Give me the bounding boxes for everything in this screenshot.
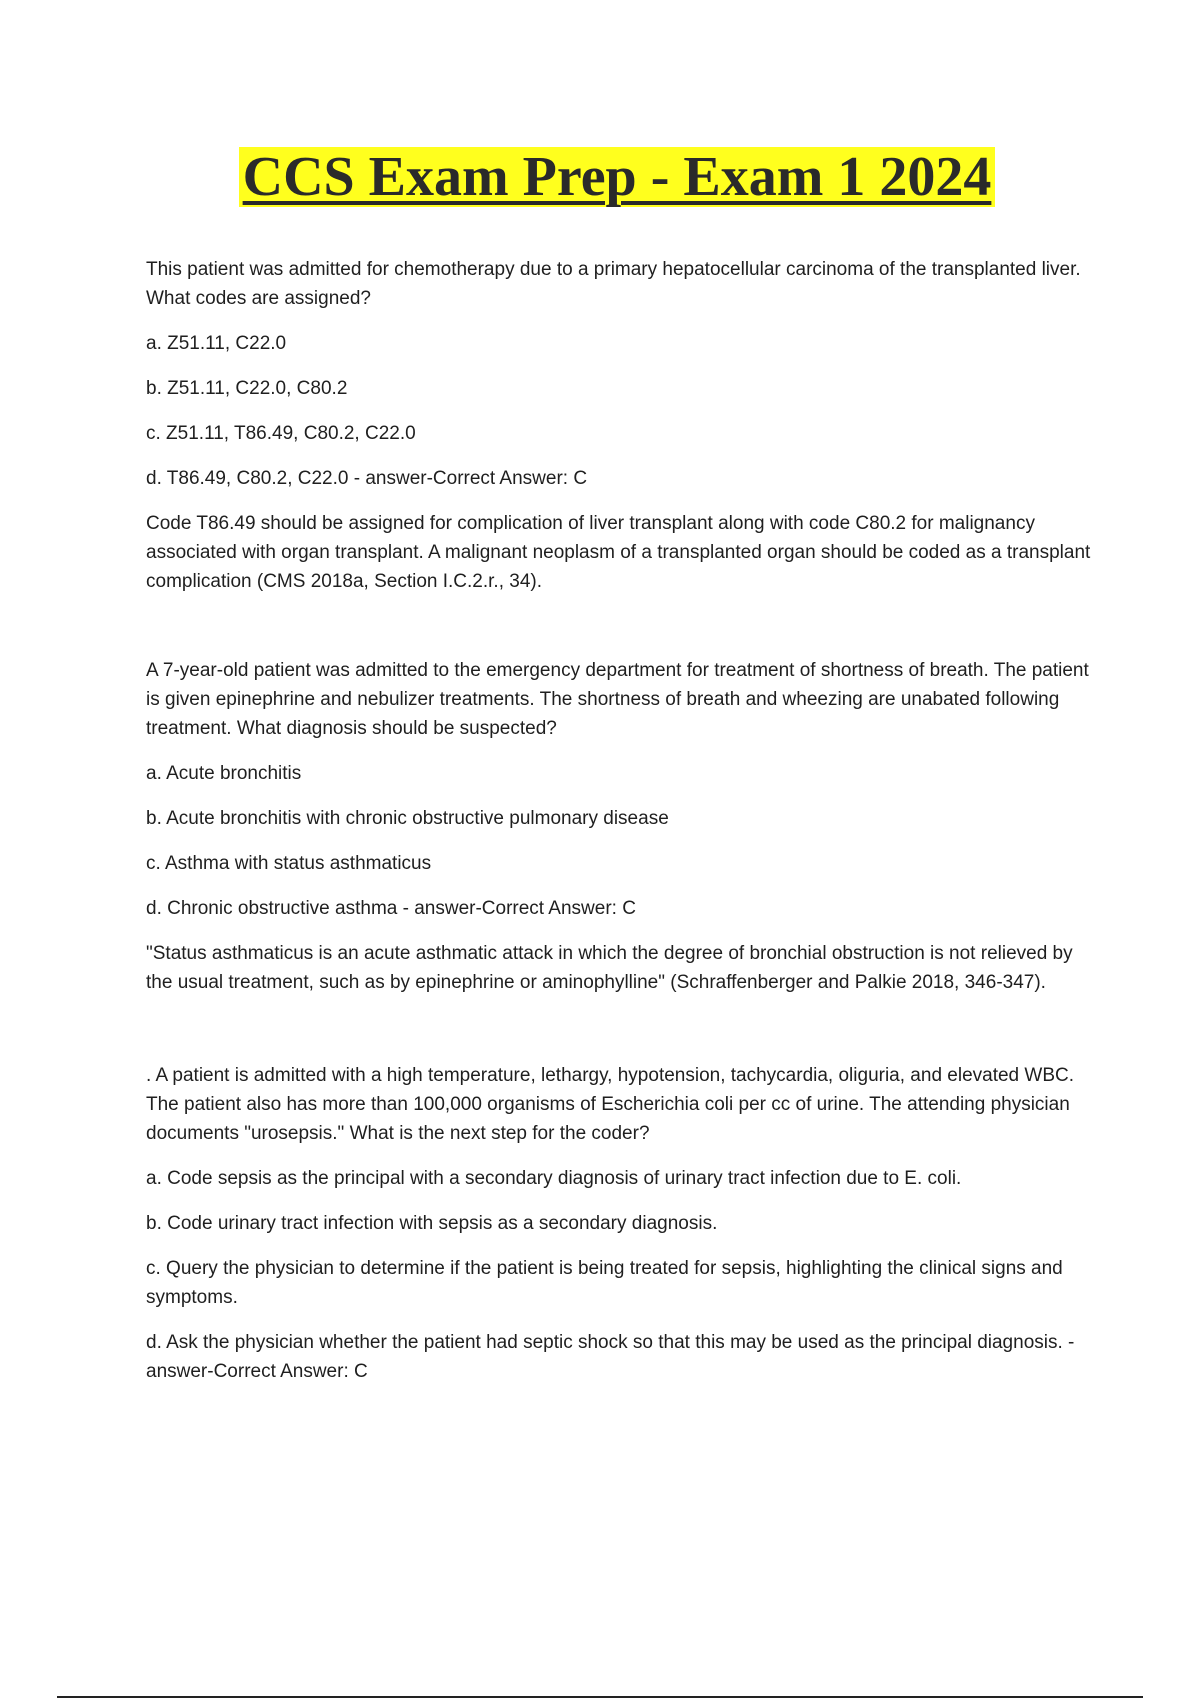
question-stem: This patient was admitted for chemotherapy due to a primary hepatocellular carcinoma of the transplanted liver. What codes are assigned? bbox=[146, 259, 1081, 309]
answer-option: a. Z51.11, C22.0 bbox=[146, 333, 287, 354]
document-title: CCS Exam Prep - Exam 1 2024 bbox=[239, 147, 996, 207]
answer-option: b. Z51.11, C22.0, C80.2 bbox=[146, 378, 348, 399]
answer-option-with-correct-answer: d. Chronic obstructive asthma - answer-Correct Answer: C bbox=[146, 898, 636, 919]
question-stem: A 7-year-old patient was admitted to the emergency department for treatment of shortness of breath. The patient is given epinephrine and nebulizer treatments. The shortness of breath and wheezing are unabated following treatment. What diagnosis should be suspected? bbox=[146, 660, 1089, 739]
answer-option: c. Asthma with status asthmaticus bbox=[146, 853, 432, 874]
question-stem: . A patient is admitted with a high temperature, lethargy, hypotension, tachycardia, oliguria, and elevated WBC. The patient also has more than 100,000 organisms of Escherichia coli per cc of urine. The attending physician documents "urosepsis." What is the next step for the coder? bbox=[146, 1065, 1075, 1144]
answer-option: a. Acute bronchitis bbox=[146, 763, 302, 784]
answer-option: b. Code urinary tract infection with sepsis as a secondary diagnosis. bbox=[146, 1213, 718, 1234]
question-block-1 bbox=[146, 255, 1091, 596]
section-spacer bbox=[146, 612, 1091, 656]
title-container bbox=[0, 147, 1200, 207]
answer-option: b. Acute bronchitis with chronic obstructive pulmonary disease bbox=[146, 808, 669, 829]
section-spacer bbox=[146, 1013, 1091, 1061]
question-block-2 bbox=[146, 656, 1091, 997]
answer-explanation: Code T86.49 should be assigned for complication of liver transplant along with code C80.2 for malignancy associated with organ transplant. A malignant neoplasm of a transplanted organ should be coded as a transplant complication (CMS 2018a, Section I.C.2.r., 34). bbox=[146, 513, 1091, 592]
answer-option: c. Z51.11, T86.49, C80.2, C22.0 bbox=[146, 423, 416, 444]
answer-option-with-correct-answer: d. T86.49, C80.2, C22.0 - answer-Correct Answer: C bbox=[146, 468, 588, 489]
answer-option: a. Code sepsis as the principal with a secondary diagnosis of urinary tract infection due to E. coli. bbox=[146, 1168, 962, 1189]
answer-option: c. Query the physician to determine if the patient is being treated for sepsis, highlighting the clinical signs and symptoms. bbox=[146, 1258, 1063, 1308]
document-body bbox=[146, 255, 1091, 1402]
footer-divider bbox=[57, 1696, 1143, 1698]
answer-option-with-correct-answer: d. Ask the physician whether the patient had septic shock so that this may be used as the principal diagnosis. - answer-Correct Answer: C bbox=[146, 1332, 1075, 1382]
question-block-3 bbox=[146, 1061, 1091, 1386]
answer-explanation: "Status asthmaticus is an acute asthmatic attack in which the degree of bronchial obstruction is not relieved by the usual treatment, such as by epinephrine or aminophylline" (Schraffenberger and Palkie 2018, 346-347). bbox=[146, 943, 1073, 993]
